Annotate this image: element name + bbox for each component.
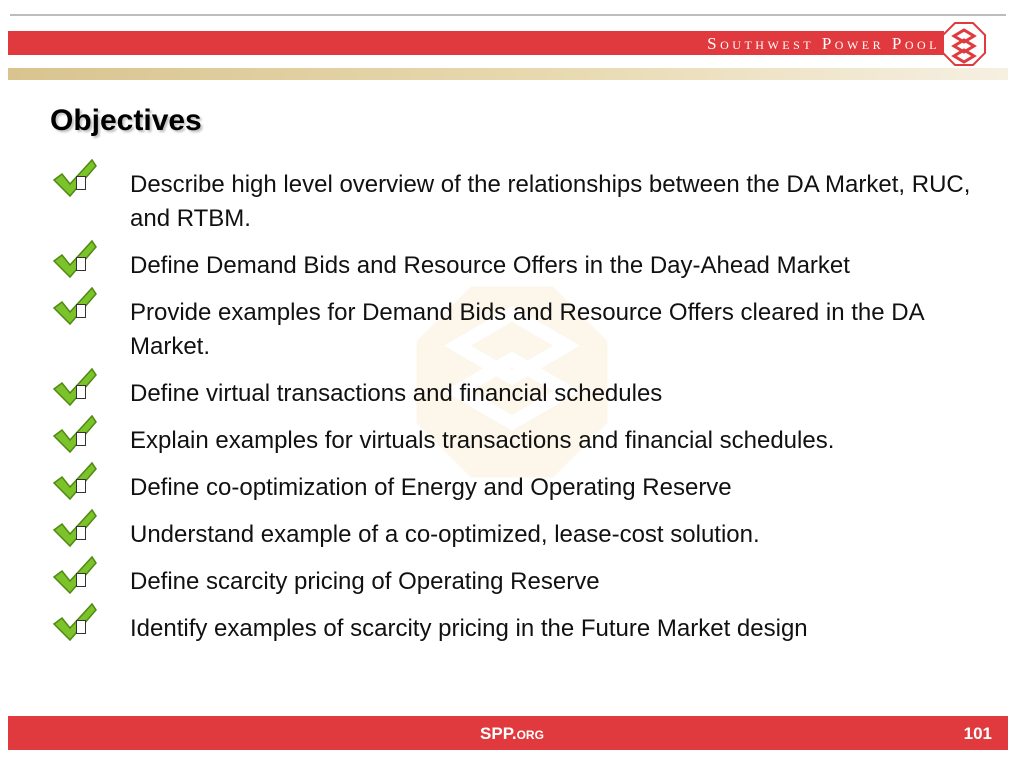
checkbox-glyph <box>76 257 86 271</box>
checkmark-icon <box>52 461 98 501</box>
checkmark-icon <box>52 158 98 198</box>
bullet-text: Define scarcity pricing of Operating Reserve <box>130 568 600 595</box>
checkmark-icon <box>52 367 98 407</box>
bullet-text: Understand example of a co-optimized, lease-cost solution. <box>130 521 760 548</box>
bullet-text: Define co-optimization of Energy and Operating Reserve <box>130 474 732 501</box>
checkbox-glyph <box>76 304 86 318</box>
checkmark-icon <box>52 508 98 548</box>
list-item <box>0 249 1000 283</box>
checkmark-icon <box>52 239 98 279</box>
top-rule <box>10 14 1006 16</box>
bullet-text: Describe high level overview of the relationships between the DA Market, RUC, and RTBM. <box>130 171 971 232</box>
bullet-text: Define virtual transactions and financial schedules <box>130 380 663 407</box>
checkbox-glyph <box>76 573 86 587</box>
list-item <box>0 377 1000 411</box>
list-item <box>0 518 1000 552</box>
checkmark-icon <box>52 286 98 326</box>
objectives-list <box>0 168 1024 659</box>
brand-name: Southwest Power Pool <box>707 34 940 53</box>
bullet-text: Provide examples for Demand Bids and Resource Offers cleared in the DA Market. <box>130 299 924 360</box>
checkbox-glyph <box>76 385 86 399</box>
list-item <box>0 612 1000 646</box>
gold-accent-bar <box>8 68 1008 80</box>
slide-title: Objectives <box>50 104 202 137</box>
footer-site-link[interactable]: SPP.org <box>480 724 544 743</box>
list-item <box>0 424 1000 458</box>
checkbox-glyph <box>76 526 86 540</box>
checkbox-glyph <box>76 620 86 634</box>
list-item <box>0 296 1000 364</box>
spp-logo-icon <box>942 22 986 66</box>
bullet-text: Identify examples of scarcity pricing in the Future Market design <box>130 615 808 642</box>
bullet-text: Explain examples for virtuals transactions and financial schedules. <box>130 427 835 454</box>
list-item <box>0 471 1000 505</box>
list-item <box>0 565 1000 599</box>
checkmark-icon <box>52 414 98 454</box>
bullet-text: Define Demand Bids and Resource Offers in the Day-Ahead Market <box>130 252 850 279</box>
list-item <box>0 168 1000 236</box>
checkbox-glyph <box>76 432 86 446</box>
checkmark-icon <box>52 602 98 642</box>
checkmark-icon <box>52 555 98 595</box>
page-number: 101 <box>963 724 992 743</box>
checkbox-glyph <box>76 479 86 493</box>
checkbox-glyph <box>76 176 86 190</box>
